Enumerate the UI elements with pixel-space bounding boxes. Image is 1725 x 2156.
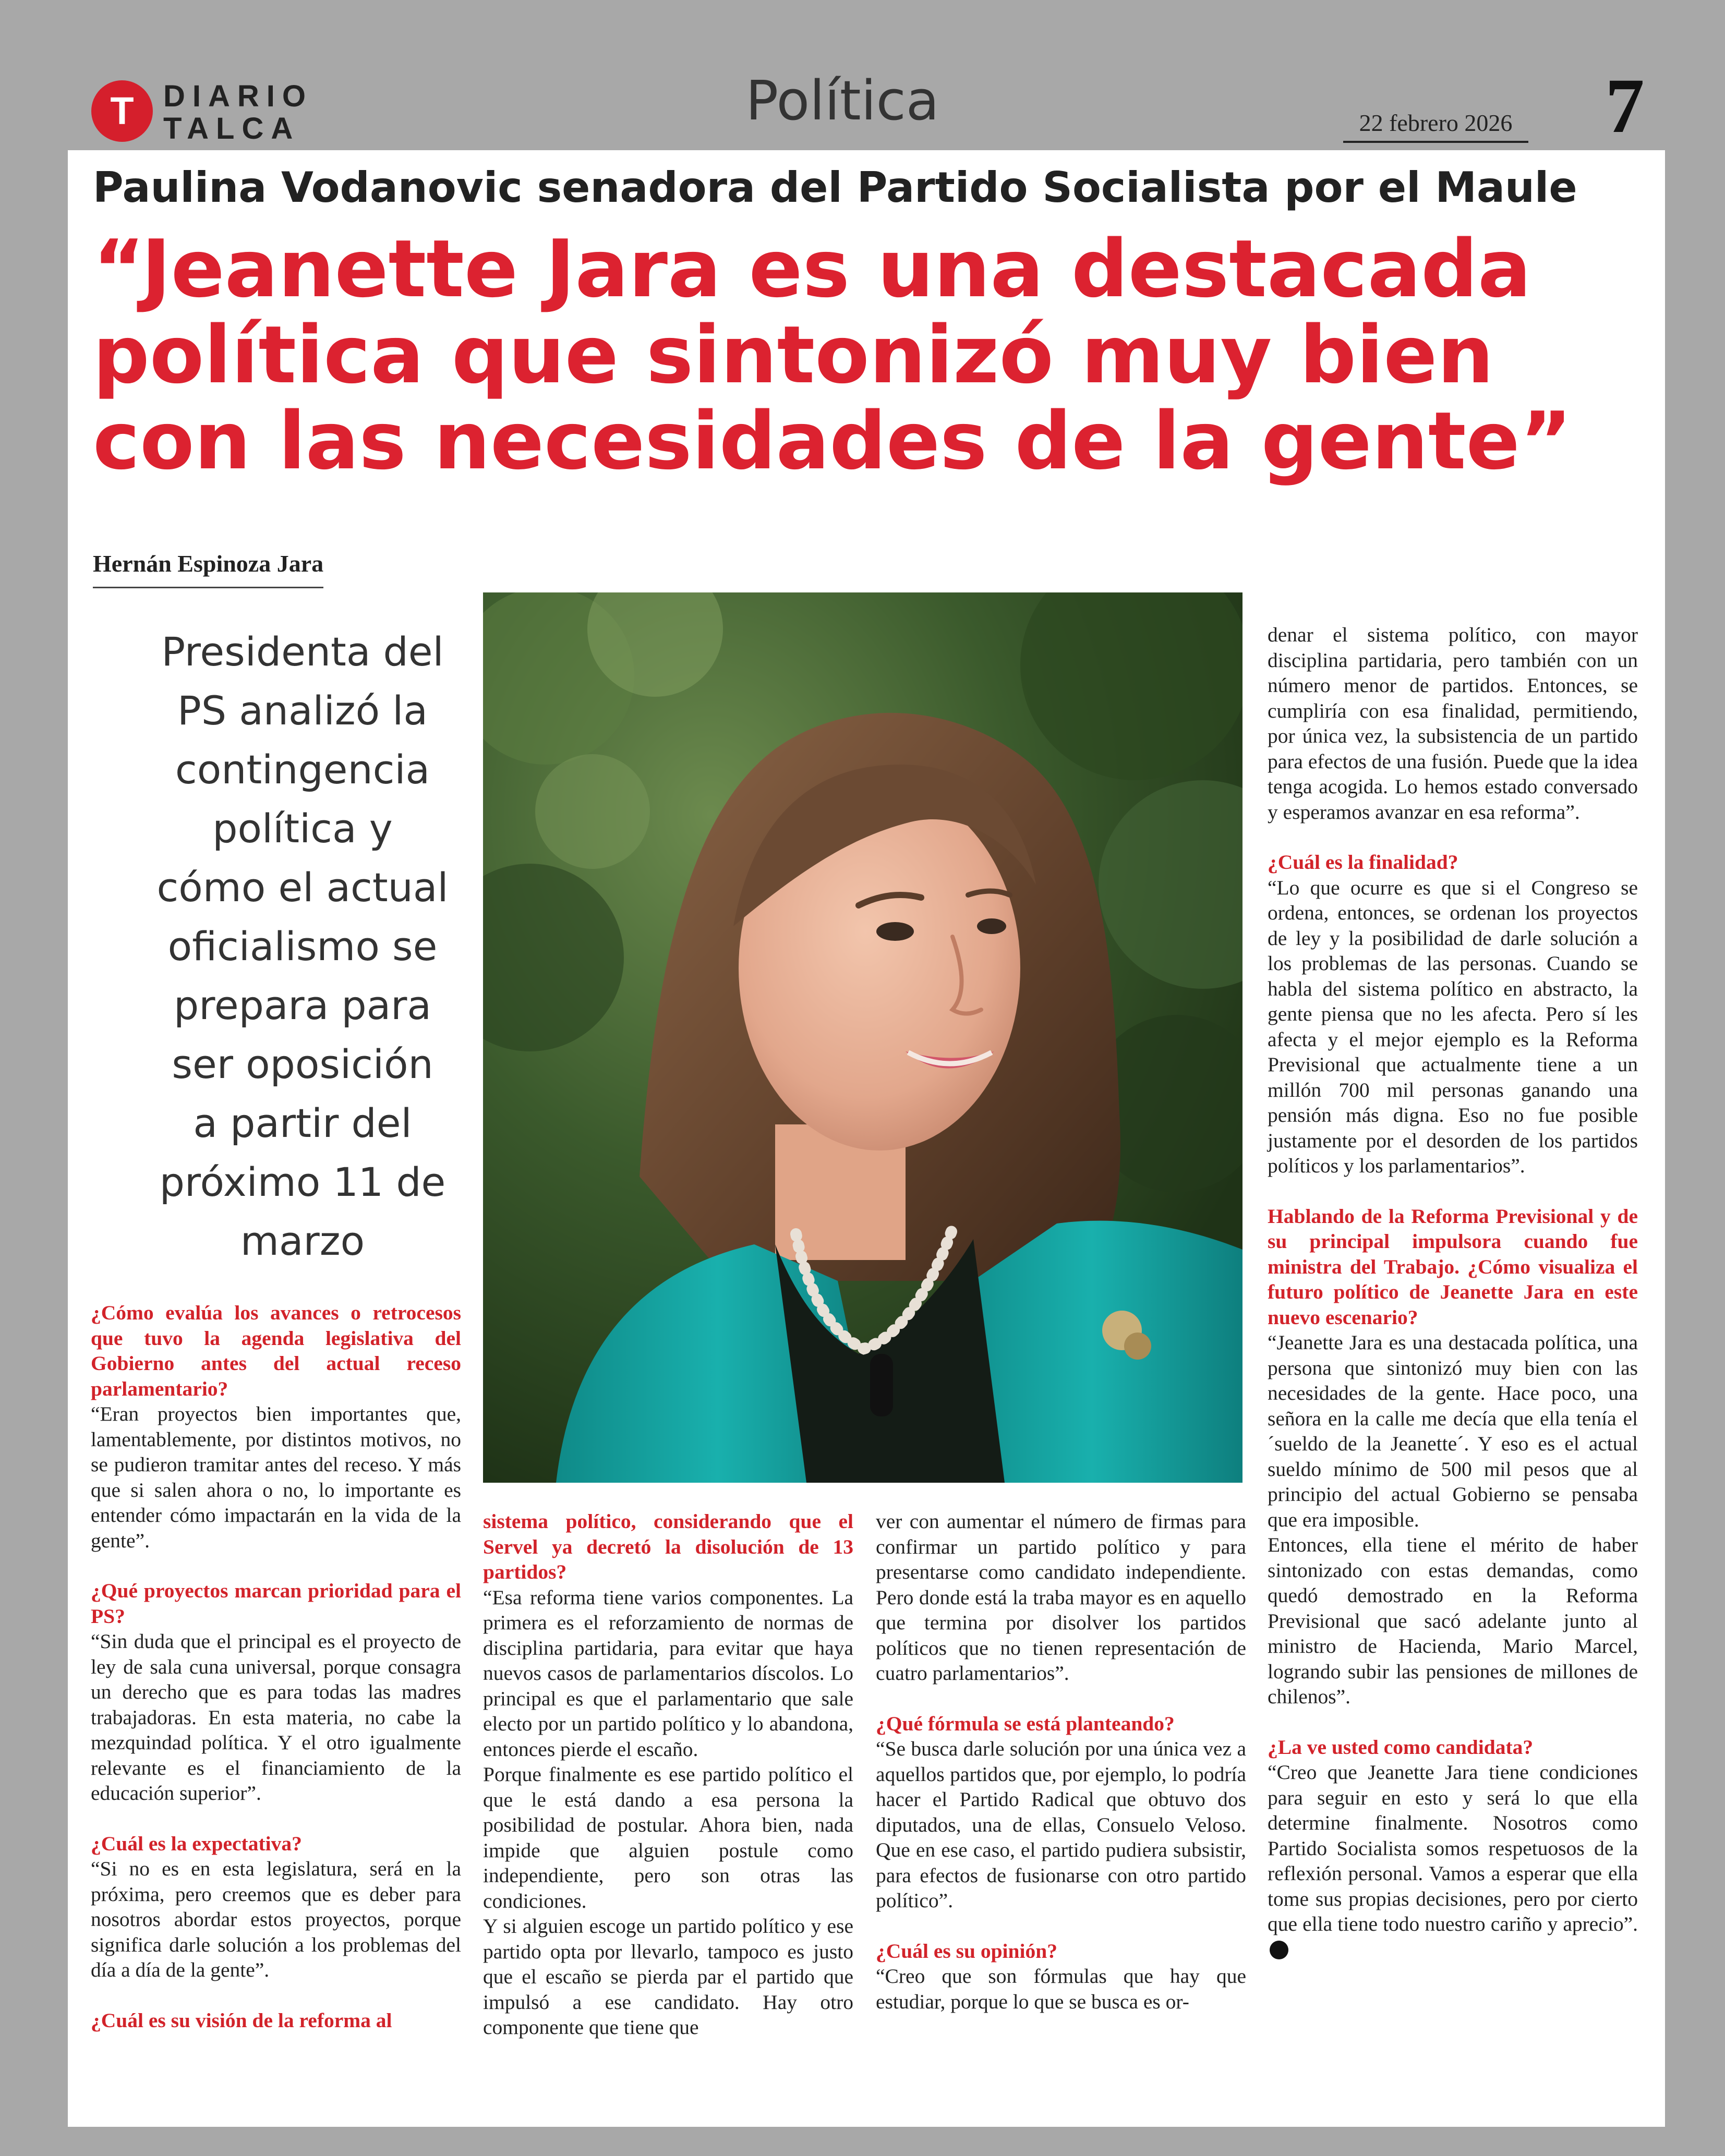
- lead-line: PS analizó la: [177, 687, 428, 734]
- interview-answer: “Se busca darle solución por una única vez a aquellos partidos que, por ejemplo, lo podría hacer el Partido Radical que obtuvo dos diputados, una de ellas, Consuelo Veloso. Que en ese caso, el partido pudiera subsistir, para efectos de fusionarse con otro partido político”.: [876, 1737, 1246, 1912]
- lead-line: oficialismo se: [167, 923, 438, 970]
- diario-talca-logo[interactable]: [91, 78, 313, 146]
- interview-question: ¿Cuál es su visión de la reforma al: [91, 2008, 392, 2032]
- logo-word-diario: DIARIO: [163, 79, 313, 113]
- interview-answer: “Creo que son fórmulas que hay que estudiar, porque lo que se busca es or-: [876, 1965, 1246, 2013]
- headline-line: “Jeanette Jara es una destacada: [93, 223, 1531, 315]
- closing-answer: [1268, 1760, 1638, 1962]
- page-number: 7: [1605, 63, 1645, 149]
- issue-date: 22 febrero 2026: [1343, 108, 1528, 143]
- page-header: [0, 0, 1725, 151]
- interview-answer: “Lo que ocurre es que si el Congreso se ordena, entonces, se ordenan los proyectos de ley y la posibilidad de darle solución a los problemas de las personas. Cuando se habla del sistema político en abstracto, la gente piensa que no les afecta. Pero sí les afecta y el mejor ejemplo es la Reforma Previsional que actualmente tiene a un millón 700 mil personas ganando una pensión más digna. Eso no fue posible justamente por el desorden de los partidos políticos y los parlamentarios”.: [1268, 876, 1638, 1177]
- lead-line: ser oposición: [172, 1041, 433, 1087]
- headline-line: política que sintonizó muy bien: [93, 309, 1494, 401]
- interview-answer: denar el sistema político, con mayor disciplina partidaria, pero también con un número menor de partidos. Entonces, se cumpliría con esa finalidad, permitiendo, por única vez, la subsistencia de un partido para efectos de una fusión. Puede que la idea tenga acogida. Lo hemos estado conversado y esperamos avanzar en esa reforma”.: [1268, 623, 1638, 823]
- interview-answer: “Jeanette Jara es una destacada política, una persona que sintonizó muy bien con las necesidades de la gente. Hace poco, una señora en la calle me decía que ella tenía el ´sueldo de la Jeanette´. Y eso es el actual sueldo mínimo de 500 mil pesos que al principio del actual Gobierno se pensaba que era imposible.: [1268, 1331, 1638, 1531]
- portrait-illustration: [483, 592, 1243, 1483]
- lead-line: próximo 11 de: [159, 1159, 446, 1205]
- interview-answer: Entonces, ella tiene el mérito de haber sintonizado con estas demandas, como quedó demostrado en la Reforma Previsional que sacó adelante junto al ministro de Hacienda, Mario Marcel, logrando subir las pensiones de millones de chilenos”.: [1268, 1533, 1638, 1708]
- portrait-photo: [483, 592, 1243, 1483]
- article-column-4: [1268, 622, 1638, 1962]
- interview-answer: “Sin duda que el principal es el proyecto de ley de sala cuna universal, porque consagra un derecho que es para todas las madres trabajadoras. En esta materia, no cabe la mezquindad política. Y el otro igualmente relevante es el financiamiento de la educación superior”.: [91, 1630, 461, 1804]
- interview-question: sistema político, considerando que el Servel ya decretó la disolución de 13 partidos?: [483, 1510, 853, 1583]
- interview-answer: ver con aumentar el número de firmas para confirmar un partido político y para presentarse como candidato independiente. Pero donde está la traba mayor es en aquello que termina por disolver los partidos políticos que no tienen representación de cuatro parlamentarios”.: [876, 1510, 1246, 1685]
- interview-question: ¿Cuál es su opinión?: [876, 1939, 1057, 1963]
- byline: Hernán Espinoza Jara: [93, 549, 323, 588]
- interview-question: ¿Cómo evalúa los avances o retrocesos que tuvo la agenda legislativa del Gobierno antes del actual receso parlamentario?: [91, 1301, 461, 1400]
- section-title: Política: [745, 69, 939, 132]
- interview-answer: Porque finalmente es ese partido político el que le está dando a esa persona la posibilidad de postular. Ahora bien, nada impide que alguien postule como independiente, pero son otras las condiciones.: [483, 1763, 853, 1912]
- end-mark-icon: [1270, 1941, 1288, 1959]
- interview-question: ¿Qué proyectos marcan prioridad para el PS?: [91, 1579, 461, 1628]
- headline-line: con las necesidades de la gente”: [93, 395, 1572, 487]
- interview-answer: “Si no es en esta legislatura, será en la próxima, pero creemos que es deber para nosotros abordar estos proyectos, porque significa darle solución a los problemas del día a día de la gente”.: [91, 1857, 461, 1981]
- lead-line: prepara para: [174, 982, 431, 1028]
- lead-line: política y: [212, 805, 393, 852]
- interview-answer: “Creo que Jeanette Jara tiene condiciones para seguir en esto y será lo que ella determine finalmente. Nosotros como Partido Socialista somos respetuosos de la reflexión personal. Vamos a esperar que ella tome sus propias decisiones, pero por cierto que ella tiene todo nuestro cariño y aprecio”.: [1268, 1761, 1638, 1935]
- logo-word-talca: TALCA: [163, 112, 300, 146]
- article-column-3: [876, 1509, 1246, 2014]
- article-column-1: [91, 1300, 461, 2033]
- article-headline: [93, 223, 1637, 487]
- interview-answer: “Eran proyectos bien importantes que, lamentablemente, por distintos motivos, no se pudieron tramitar antes del receso. Y más que si salen ahora o no, lo importante es entender cómo impactarán en la vida de la gente”.: [91, 1402, 461, 1552]
- lead-line: marzo: [240, 1218, 365, 1264]
- logo-mark: T: [110, 89, 134, 132]
- interview-question: ¿Cuál es la finalidad?: [1268, 851, 1458, 874]
- interview-question: Hablando de la Reforma Previsional y de su principal impulsora cuando fue ministra del Trabajo. ¿Cómo visualiza el futuro político de Jeanette Jara en este nuevo escenario?: [1268, 1204, 1638, 1329]
- lead-line: contingencia: [175, 746, 430, 793]
- interview-question: ¿Qué fórmula se está planteando?: [876, 1712, 1175, 1735]
- lead-line: cómo el actual: [156, 864, 449, 911]
- lead-line: a partir del: [193, 1100, 412, 1146]
- article-kicker: Paulina Vodanovic senadora del Partido Socialista por el Maule: [93, 163, 1577, 212]
- lead-line: Presidenta del: [161, 628, 444, 675]
- interview-answer: Y si alguien escoge un partido político y ese partido opta por llevarlo, tampoco es justo que el escaño se pierda par el partido que impulsó a ese candidato. Hay otro componente que tiene que: [483, 1915, 853, 2039]
- interview-answer: “Esa reforma tiene varios componentes. La primera es el reforzamiento de normas de disciplina partidaria, para evitar que haya nuevos casos de parlamentarios díscolos. Lo principal es que el parlamentario que sale electo por un partido político y lo abandona, entonces pierde el escaño.: [483, 1585, 853, 1761]
- interview-question: ¿La ve usted como candidata?: [1268, 1735, 1534, 1759]
- article-column-2: [483, 1509, 853, 2040]
- article-sheet: [68, 150, 1665, 2127]
- interview-question: ¿Cuál es la expectativa?: [91, 1832, 302, 1855]
- lead-summary: [104, 622, 501, 1270]
